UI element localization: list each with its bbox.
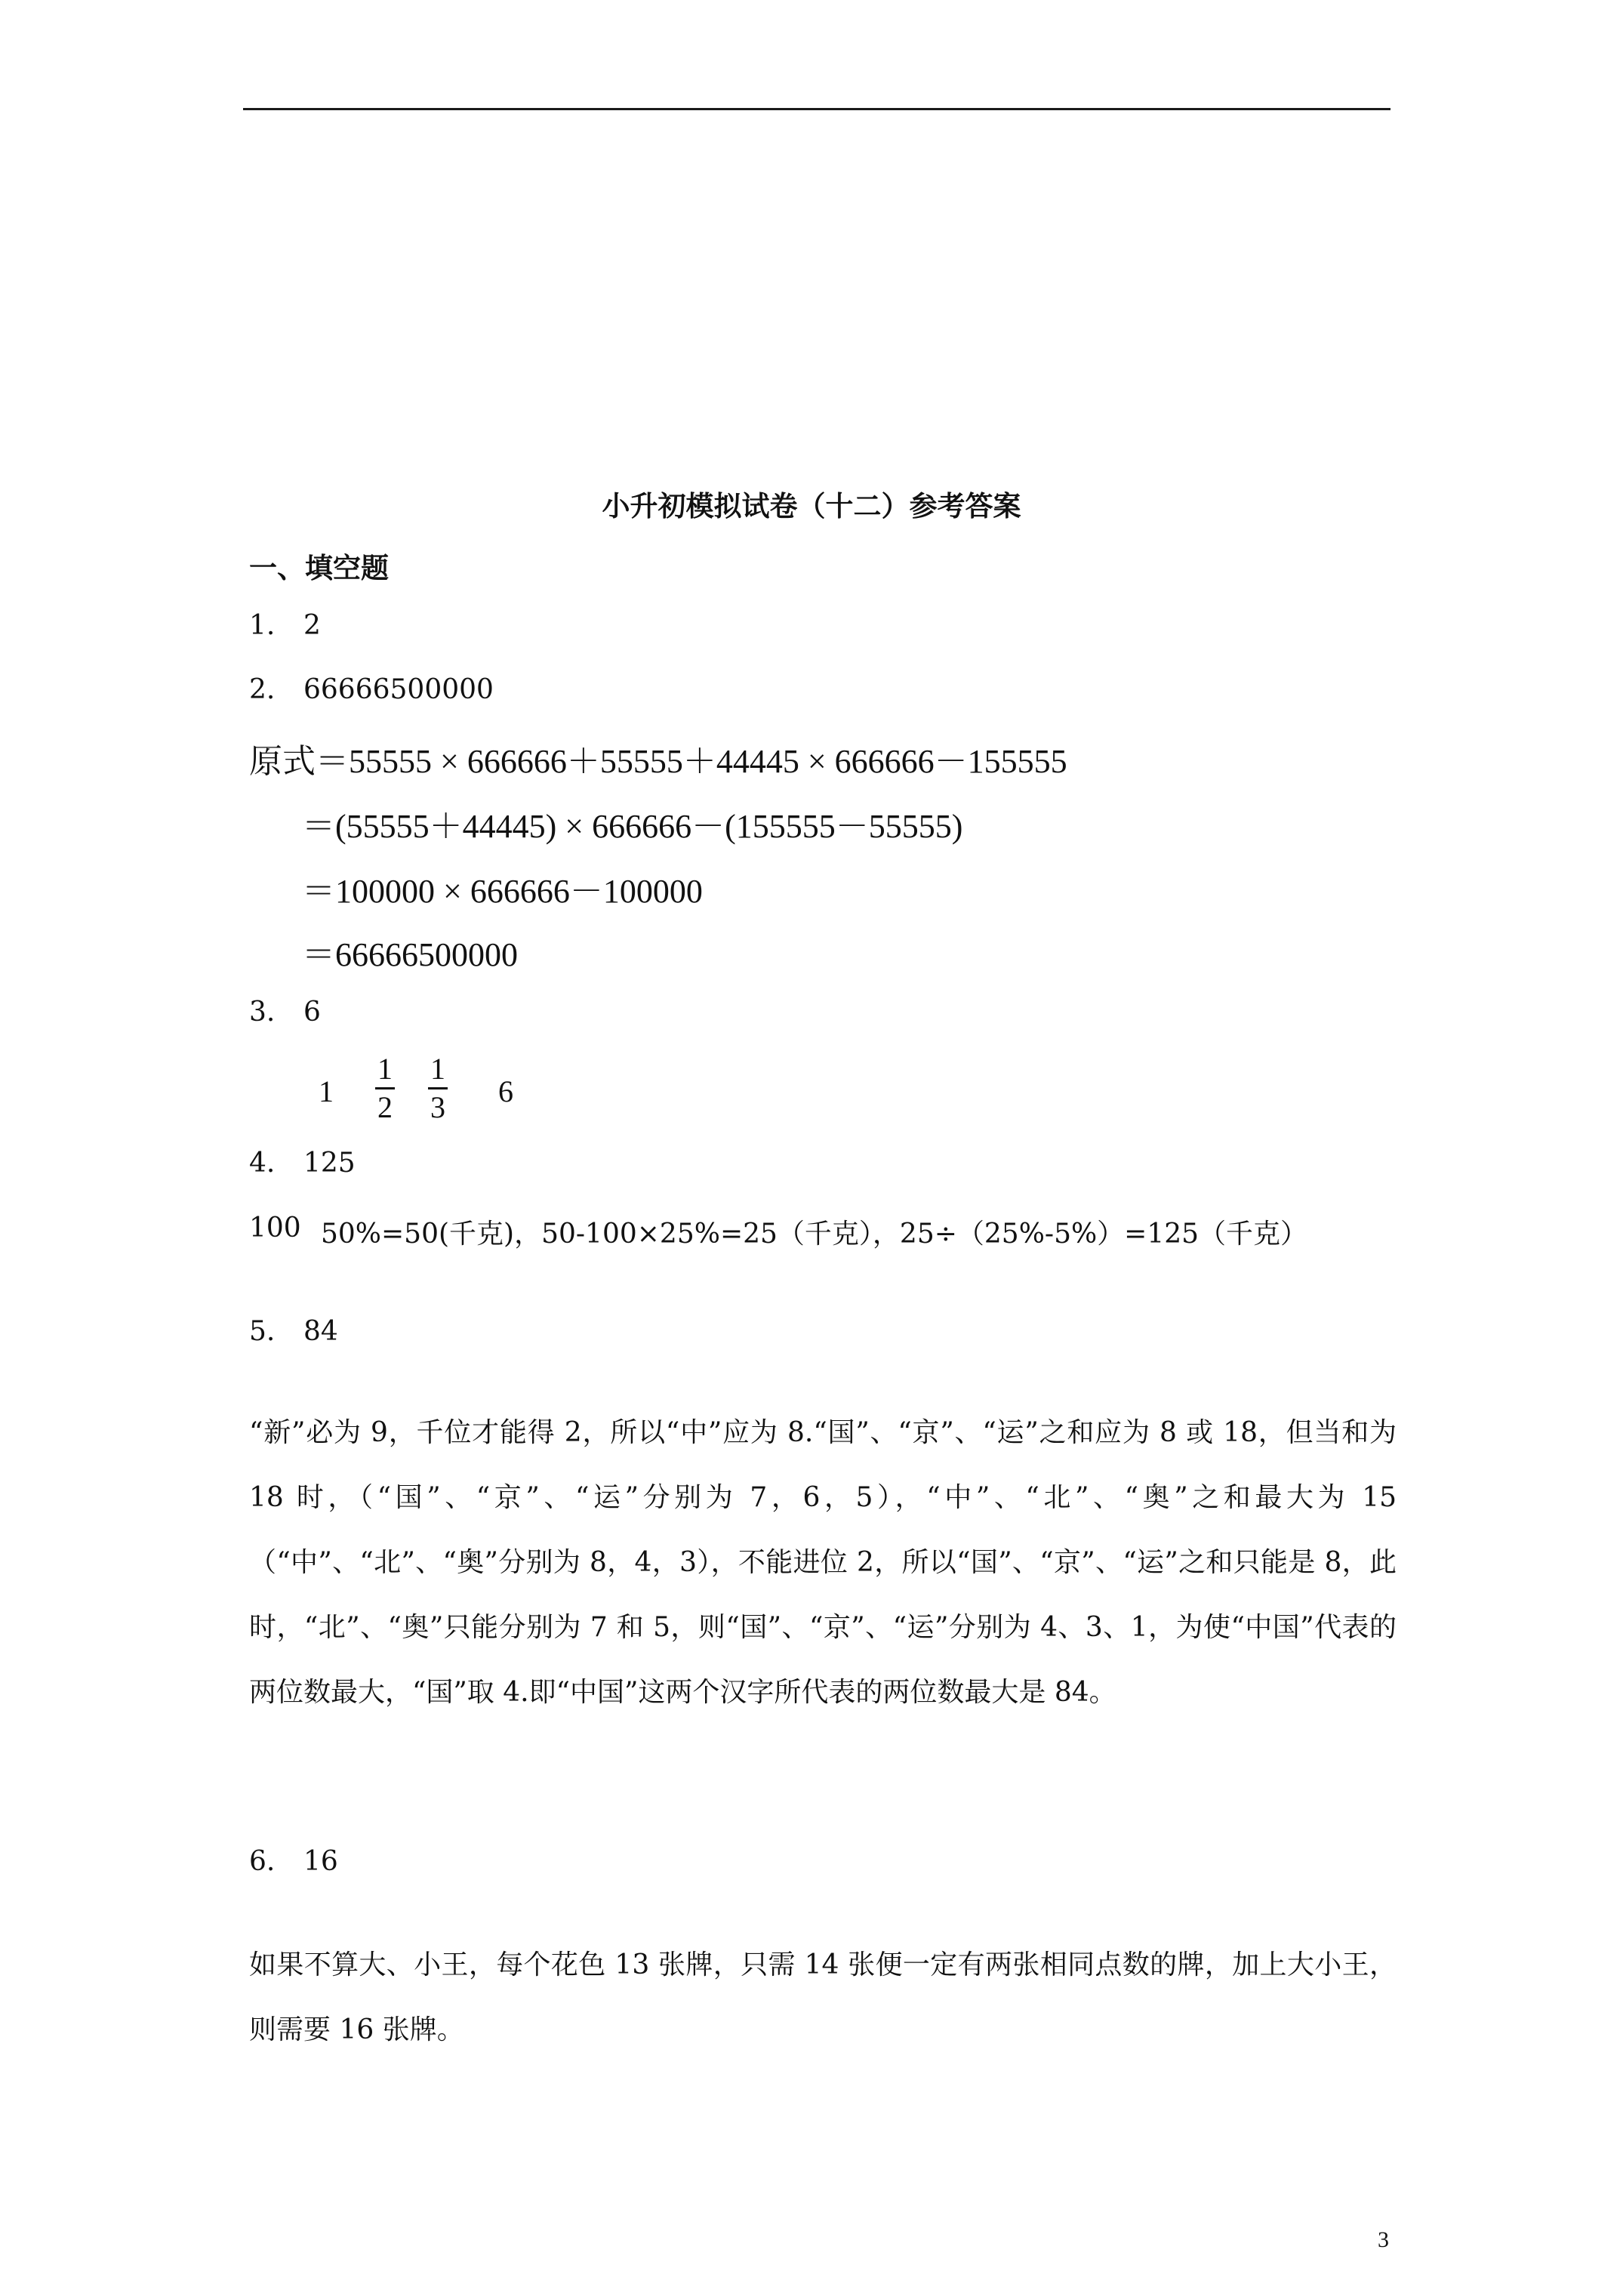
q5-explanation: “新”必为 9，千位才能得 2，所以“中”应为 8.“国”、“京”、“运”之和应为 8 或 18，但当和为 18 时，（“国”、“京”、“运”分别为 7，6，5），“中”、“北”、“奥”之和最大为 15（“中”、“北”、“奥”分别为 8，4，3），不能进位 2，所以“国”、“京”、“运”之和只能是 8，此时，“北”、“奥”只能分别为 7 和 5，则“国”、“京”、“运”分别为 4、3、1，为使“中国”代表的两位数最大，“国”取 4.即“中国”这两个汉字所代表的两位数最大是 84。 [249,1417,1397,1708]
section-heading: 一、填空题 [249,551,389,584]
q2-number: 2. [249,674,276,705]
q1-answer: 2 [303,610,321,641]
q4-answer: 125 [303,1148,356,1179]
q3-half-numerator: 1 [377,1052,393,1086]
q3-third-numerator: 1 [430,1052,445,1086]
q2-step-1: 原式＝55555 × 666666＋55555＋44445 × 666666－155555 [249,743,1067,780]
q3-fraction-half [375,1052,395,1124]
header-rule [243,108,1390,110]
q3-item-4: 6 [498,1074,513,1108]
q2-step-4: ＝66666500000 [302,936,518,973]
fraction-bar [428,1087,448,1089]
q3-half-denominator: 2 [377,1090,393,1124]
q3-answer: 6 [303,997,321,1028]
q5-answer: 84 [303,1316,338,1347]
q4-explanation: 50%=50(千克)，50-100×25%=25（千克），25÷（25%-5%）=125（千克） [321,1219,1308,1250]
q3-fraction-third [428,1052,448,1124]
q5-number: 5. [249,1316,276,1347]
q6-explanation: 如果不算大、小王，每个花色 13 张牌，只需 14 张便一定有两张相同点数的牌，加上大小王，则需要 16 张牌。 [249,1949,1397,2045]
q3-item-1: 1 [319,1074,334,1108]
q3-number: 3. [249,997,276,1028]
q2-step-3: ＝100000 × 666666－100000 [302,873,703,910]
q2-step-2: ＝(55555＋44445) × 666666－(155555－55555) [302,808,963,845]
q2-answer: 66666500000 [303,674,494,705]
fraction-bar [375,1087,395,1089]
page-title: 小升初模拟试卷（十二）参考答案 [602,489,1021,522]
q6-answer: 16 [303,1846,338,1877]
page-number: 3 [1378,2227,1389,2252]
q6-number: 6. [249,1846,276,1877]
q4-number: 4. [249,1148,276,1179]
q1-number: 1. [249,610,276,641]
q4-explanation-lead: 100 [249,1213,301,1244]
q3-third-denominator: 3 [430,1090,445,1124]
